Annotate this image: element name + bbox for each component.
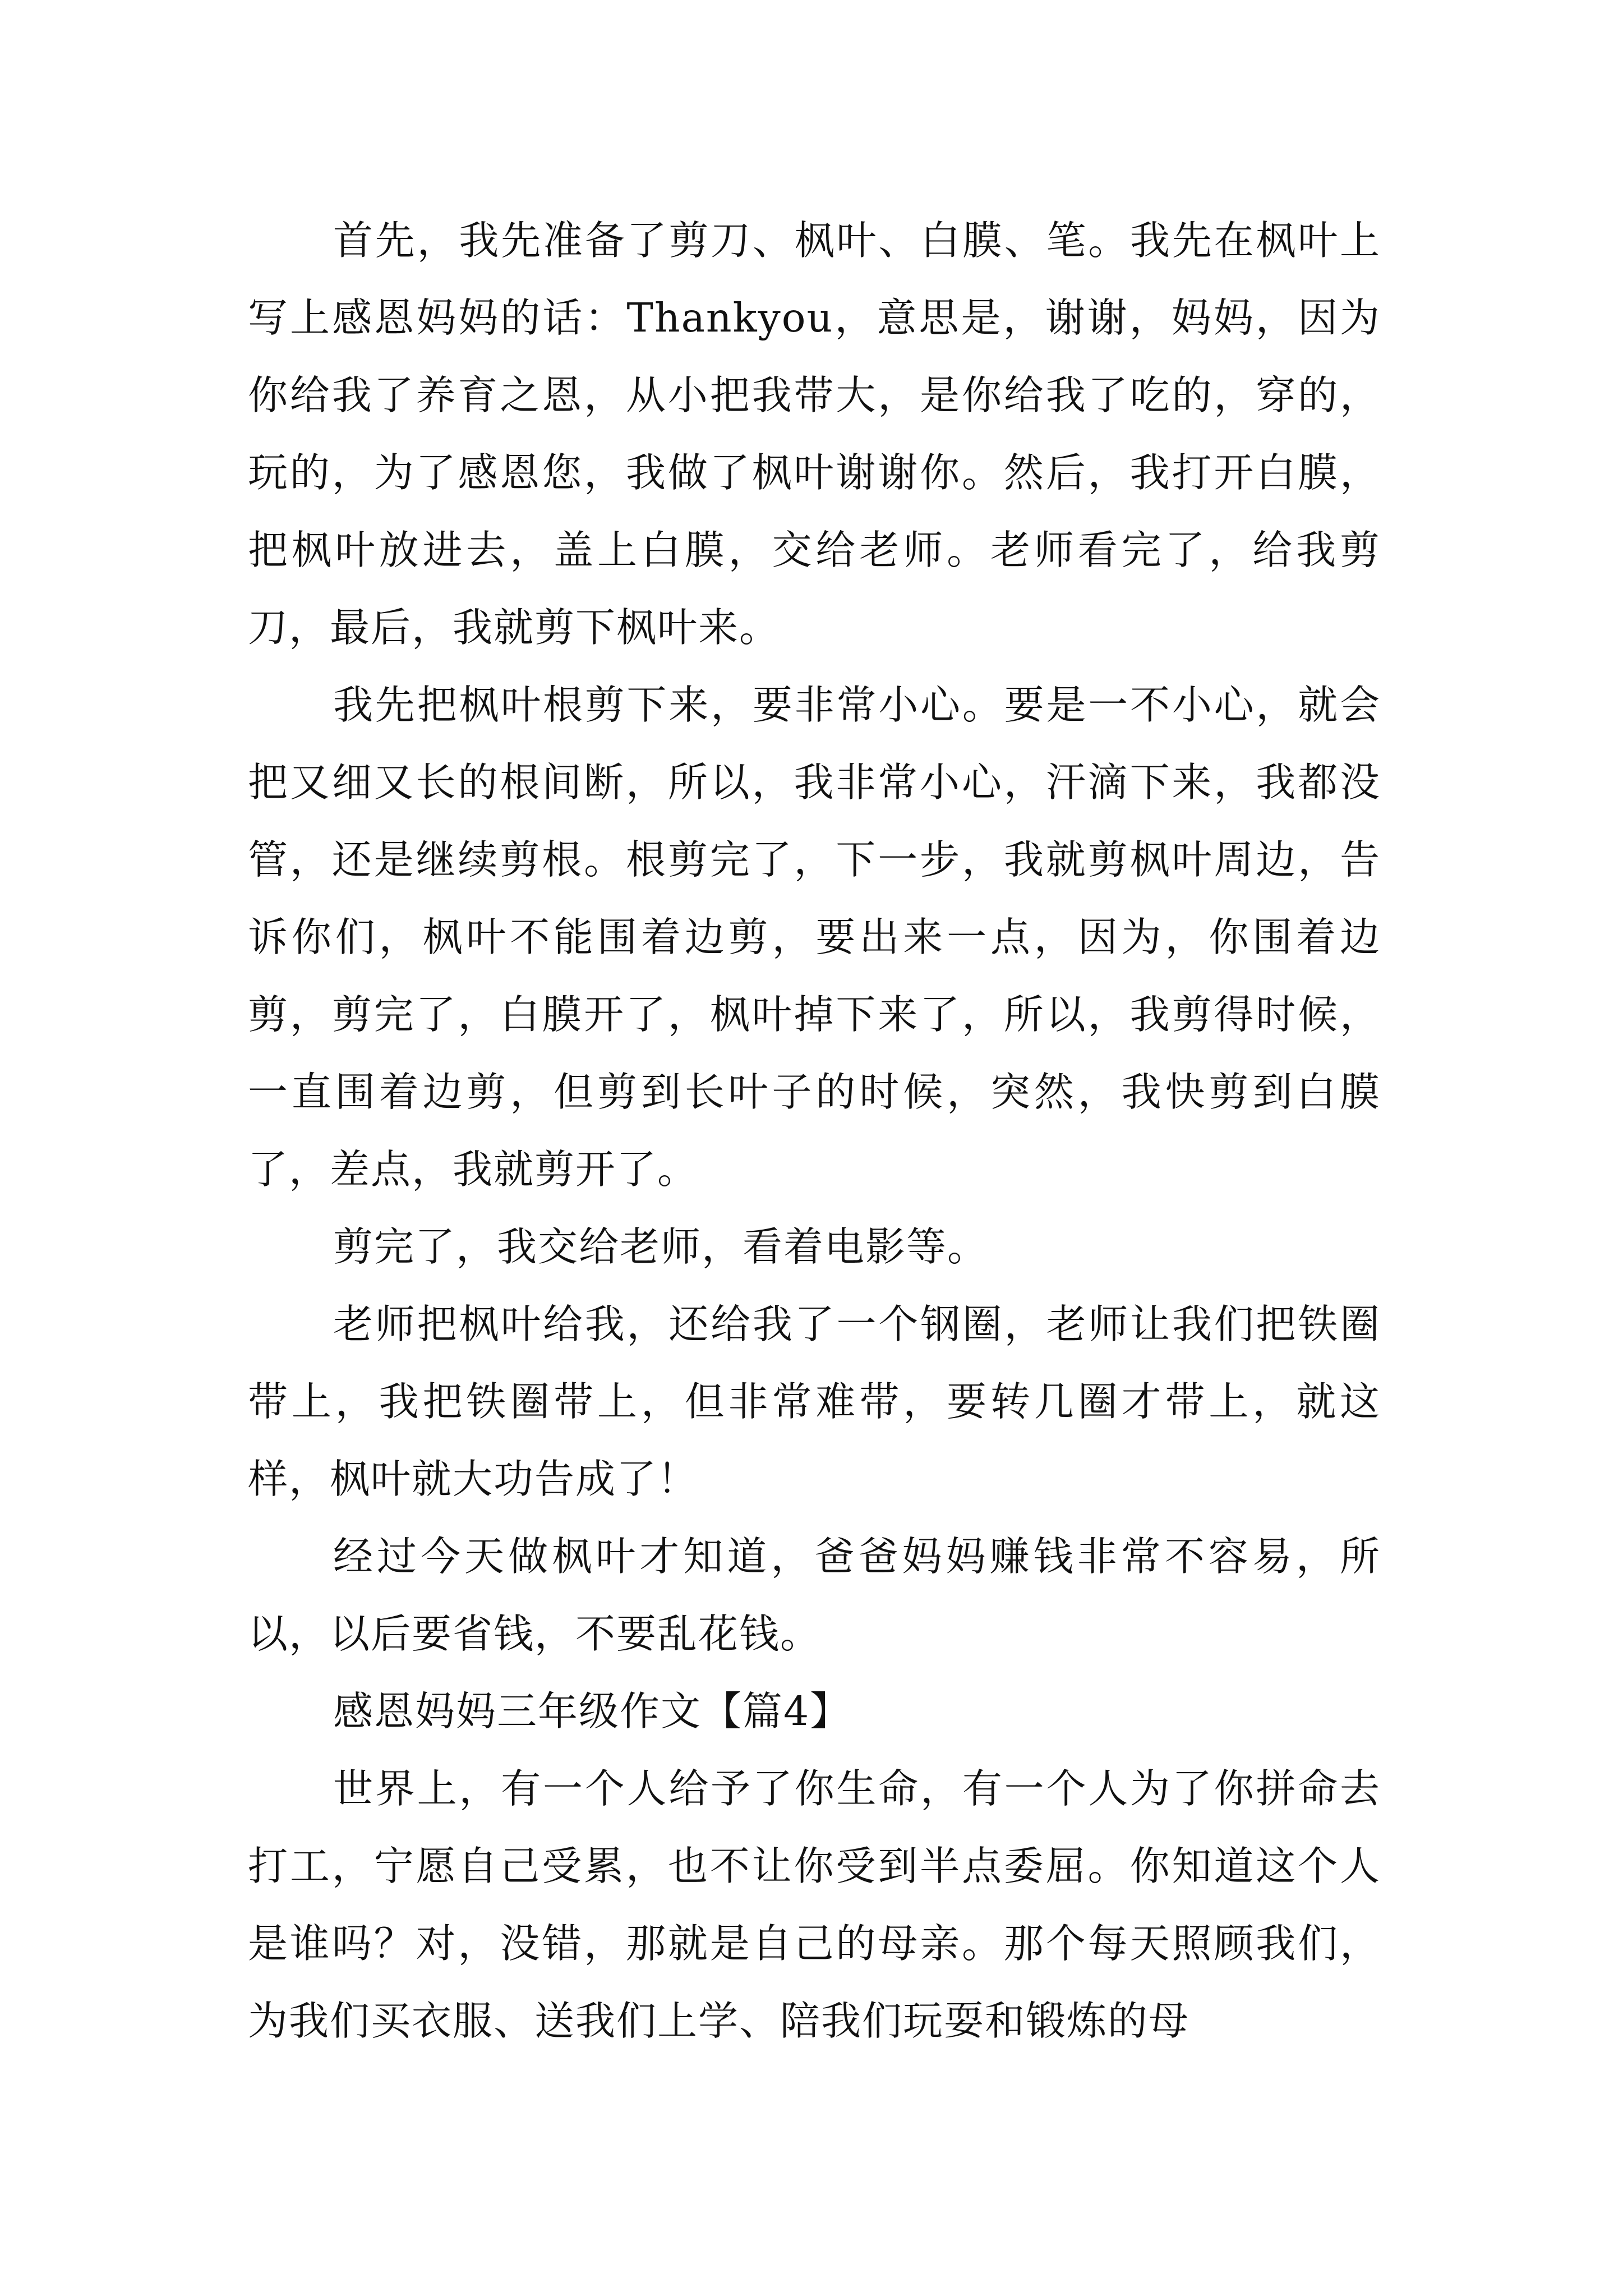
paragraph-1: 首先，我先准备了剪刀、枫叶、白膜、笔。我先在枫叶上写上感恩妈妈的话：Thankyou，意思是，谢谢，妈妈，因为你给我了养育之恩，从小把我带大，是你给我了吃的，穿的，玩的，为了感恩您，我做了枫叶谢谢你。然后，我打开白膜，把枫叶放进去，盖上白膜，交给老师。老师看完了，给我剪刀，最后，我就剪下枫叶来。 bbox=[248, 217, 1381, 651]
paragraph-5: 经过今天做枫叶才知道，爸爸妈妈赚钱非常不容易，所以，以后要省钱，不要乱花钱。 bbox=[248, 1533, 1381, 1657]
section-heading: 感恩妈妈三年级作文【篇4】 bbox=[333, 1688, 851, 1734]
document-body bbox=[248, 202, 1381, 2060]
paragraph-6: 世界上，有一个人给予了你生命，有一个人为了你拼命去打工，宁愿自己受累，也不让你受到半点委屈。你知道这个人是谁吗？对，没错，那就是自己的母亲。那个每天照顾我们，为我们买衣服、送我们上学、陪我们玩耍和锻炼的母 bbox=[248, 1765, 1381, 2044]
paragraph-3: 剪完了，我交给老师，看着电影等。 bbox=[333, 1223, 989, 1270]
paragraph-2: 我先把枫叶根剪下来，要非常小心。要是一不小心，就会把又细又长的根间断，所以，我非常小心，汗滴下来，我都没管，还是继续剪根。根剪完了，下一步，我就剪枫叶周边，告诉你们，枫叶不能围着边剪，要出来一点，因为，你围着边剪，剪完了，白膜开了，枫叶掉下来了，所以，我剪得时候，一直围着边剪，但剪到长叶子的时候，突然，我快剪到白膜了，差点，我就剪开了。 bbox=[248, 682, 1381, 1193]
paragraph-4: 老师把枫叶给我，还给我了一个钢圈，老师让我们把铁圈带上，我把铁圈带上，但非常难带，要转几圈才带上，就这样，枫叶就大功告成了！ bbox=[248, 1301, 1381, 1502]
